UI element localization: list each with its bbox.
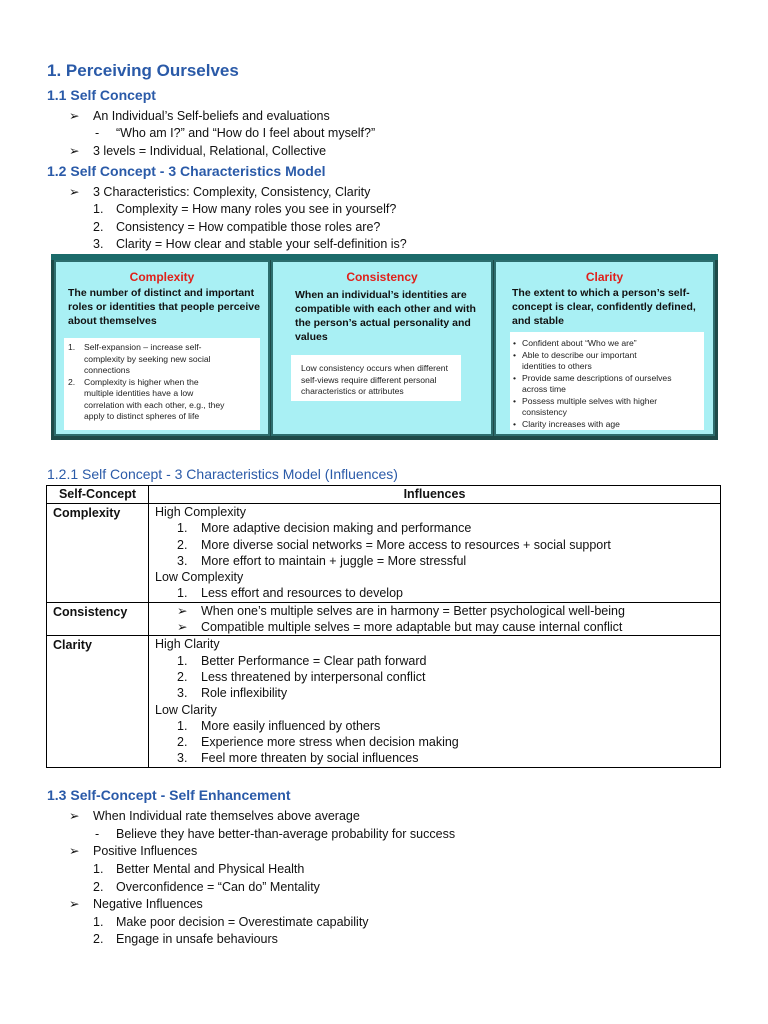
s13-sub-1: Believe they have better-than-average probability for success bbox=[116, 827, 456, 841]
clarity-panel bbox=[494, 260, 715, 436]
list-item: 2. Less threatened by interpersonal conflict bbox=[177, 669, 426, 684]
s12-item-2: Consistency = How compatible those roles are? bbox=[116, 220, 381, 234]
table-header-row bbox=[47, 486, 721, 504]
table-row bbox=[47, 504, 721, 603]
arrow-bullet: ➢ bbox=[69, 109, 80, 123]
row-value bbox=[149, 602, 721, 636]
list-item: • Possess multiple selves with higher consistency bbox=[513, 395, 658, 417]
list-item: ➢ When one’s multiple selves are in harmony = Better psychological well-being bbox=[177, 603, 625, 618]
list-item: 1. Less effort and resources to develop bbox=[177, 586, 403, 601]
list-item: 3. Role inflexibility bbox=[177, 686, 288, 701]
clarity-description: The extent to which a person’s self- concept is clear, confidently defined, and stable bbox=[512, 287, 696, 327]
list-number: 2. bbox=[93, 880, 104, 894]
s13-positive-2: Overconfidence = “Can do” Mentality bbox=[116, 880, 320, 894]
list-number: 1. bbox=[93, 202, 104, 216]
heading-perceiving-ourselves: 1. Perceiving Ourselves bbox=[47, 61, 239, 80]
consistency-description: When an individual’s identities are compatible with each other and with the person’s actual personality and values bbox=[295, 289, 476, 343]
characteristics-figure bbox=[51, 254, 718, 440]
complexity-notes-box bbox=[64, 338, 260, 430]
s11-bullet-2: 3 levels = Individual, Relational, Collective bbox=[93, 144, 327, 158]
arrow-bullet: ➢ bbox=[69, 809, 80, 823]
list-number: 1. bbox=[93, 862, 104, 876]
arrow-bullet: ➢ bbox=[69, 185, 80, 199]
list-item: • Provide same descriptions of ourselves across time bbox=[513, 372, 672, 394]
column-header: Influences bbox=[149, 486, 721, 504]
complexity-panel bbox=[54, 260, 270, 436]
dash-marker: - bbox=[95, 827, 100, 841]
s12-item-1: Complexity = How many roles you see in yourself? bbox=[116, 202, 397, 216]
row-value: High Clarity 1. Better Performance = Clear path forward 2. Less threatened by interpersonal conflict 3. Role inflexibility Low Clarity 1. More easily influenced by others 2. Experience more stress when decision making 3. Feel more threaten by social influences bbox=[149, 636, 721, 767]
arrow-bullet: ➢ bbox=[69, 897, 80, 911]
row-key-consistency: Consistency bbox=[47, 602, 149, 636]
list-item: 2. Complexity is higher when the multiple identities have a low correlation with each other, e.g., they apply to distinct spheres of life bbox=[68, 376, 225, 421]
row-key-clarity: Clarity bbox=[47, 636, 149, 767]
s12-bullet-1: 3 Characteristics: Complexity, Consistency, Clarity bbox=[93, 185, 371, 199]
s13-bullet-1: When Individual rate themselves above average bbox=[93, 809, 360, 823]
consistency-title: Consistency bbox=[346, 270, 418, 284]
list-item: 3. Feel more threaten by social influences bbox=[177, 751, 419, 766]
list-item: 1. More easily influenced by others bbox=[177, 718, 381, 733]
s13-positive-1: Better Mental and Physical Health bbox=[116, 862, 305, 876]
s11-sub-1: “Who am I?” and “How do I feel about myself?” bbox=[116, 126, 376, 140]
list-item: 2. More diverse social networks = More access to resources + social support bbox=[177, 537, 611, 552]
complexity-title: Complexity bbox=[129, 270, 195, 284]
heading-characteristics-model: 1.2 Self Concept - 3 Characteristics Model bbox=[47, 163, 326, 179]
influences-table bbox=[46, 485, 721, 768]
list-item: • Able to describe our important identities to others bbox=[513, 349, 637, 371]
list-number: 1. bbox=[93, 915, 104, 929]
list-item: 1. Better Performance = Clear path forward bbox=[177, 653, 427, 668]
list-item: 2. Experience more stress when decision making bbox=[177, 735, 459, 750]
heading-influences: 1.2.1 Self Concept - 3 Characteristics Model (Influences) bbox=[47, 466, 398, 482]
s11-bullet-1: An Individual’s Self-beliefs and evaluations bbox=[93, 109, 330, 123]
row-key-complexity: Complexity bbox=[47, 504, 149, 603]
list-number: 2. bbox=[93, 932, 104, 946]
column-header: Self-Concept bbox=[47, 486, 149, 504]
arrow-bullet: ➢ bbox=[69, 144, 80, 158]
consistency-panel bbox=[271, 260, 493, 436]
table-row bbox=[47, 636, 721, 767]
row-value: High Complexity 1. More adaptive decision making and performance 2. More diverse social networks = More access to resources + social support 3. More effort to maintain + juggle = More stressful Low Complexity 1. Less effort and resources to develop bbox=[149, 504, 721, 603]
consistency-notes-box: Low consistency occurs when different self-views require different personal characteristics or attributes bbox=[291, 355, 461, 401]
heading-self-enhancement: 1.3 Self-Concept - Self Enhancement bbox=[47, 787, 291, 803]
list-item: 3. More effort to maintain + juggle = More stressful bbox=[177, 553, 467, 568]
list-number: 2. bbox=[93, 220, 104, 234]
list-item: • Confident about “Who we are” bbox=[513, 338, 637, 348]
s13-negative-1: Make poor decision = Overestimate capability bbox=[116, 915, 369, 929]
arrow-bullet: ➢ bbox=[69, 844, 80, 858]
complexity-description: The number of distinct and important roles or identities that people perceive about themselves bbox=[68, 287, 260, 327]
list-item: ➢ Compatible multiple selves = more adaptable but may cause internal conflict bbox=[177, 620, 623, 635]
list-item: • Clarity increases with age bbox=[513, 418, 620, 429]
dash-marker: - bbox=[95, 126, 100, 140]
s13-bullet-2: Positive Influences bbox=[93, 844, 198, 858]
table-row bbox=[47, 602, 721, 636]
list-item: 1. More adaptive decision making and performance bbox=[177, 521, 472, 536]
list-item: 1. Self-expansion – increase self- complexity by seeking new social connections bbox=[68, 342, 211, 375]
s12-item-3: Clarity = How clear and stable your self-definition is? bbox=[116, 237, 407, 251]
clarity-notes-box bbox=[510, 332, 704, 430]
heading-self-concept: 1.1 Self Concept bbox=[47, 87, 156, 103]
s13-bullet-3: Negative Influences bbox=[93, 897, 203, 911]
s13-negative-2: Engage in unsafe behaviours bbox=[116, 932, 278, 946]
list-number: 3. bbox=[93, 237, 104, 251]
clarity-title: Clarity bbox=[585, 270, 624, 284]
